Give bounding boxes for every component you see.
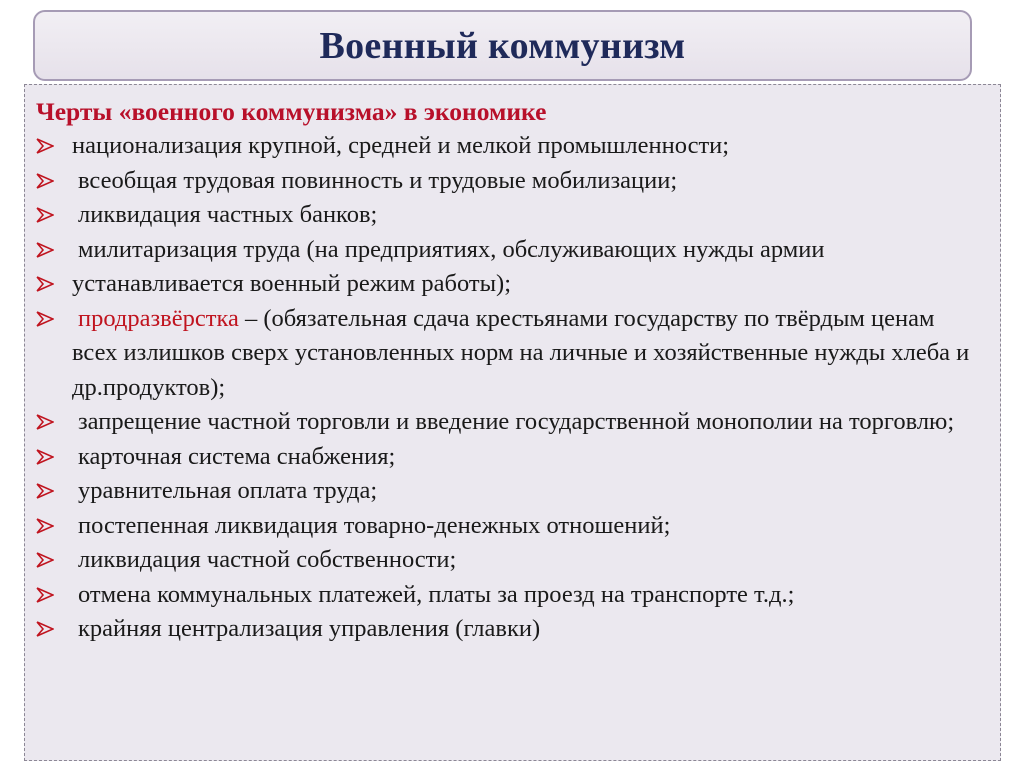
list-item — [36, 578, 980, 613]
list-item-text: запрещение частной торговли и введение государственной монополии на торговлю; — [78, 408, 955, 435]
list-item — [36, 129, 980, 164]
list-item — [36, 233, 980, 268]
arrow-bullet-icon — [36, 242, 54, 258]
list-item — [36, 164, 980, 199]
list-item-text: – (обязательная сдача крестьянами государству по твёрдым ценам всех излишков сверх установленных норм на личные и хозяйственные нужды хлеба и др.продуктов); — [72, 304, 970, 401]
list-item — [36, 405, 980, 440]
list-item-text: ликвидация частной собственности; — [78, 546, 457, 573]
highlighted-term: продразвёрстка — [78, 304, 239, 332]
list-item — [36, 302, 980, 406]
page-title: Военный коммунизм — [319, 24, 686, 67]
arrow-bullet-icon — [36, 518, 54, 534]
list-item-text: устанавливается военный режим работы); — [72, 270, 512, 297]
list-item — [36, 509, 980, 544]
arrow-bullet-icon — [36, 483, 54, 499]
arrow-bullet-icon — [36, 449, 54, 465]
list-item-text: милитаризация труда (на предприятиях, обслуживающих нужды армии — [78, 235, 825, 263]
list-item-text: крайняя централизация управления (главки) — [78, 615, 541, 642]
arrow-bullet-icon — [36, 621, 54, 637]
section-heading: Черты «военного коммунизма» в экономике — [36, 97, 547, 126]
list-item — [36, 474, 980, 509]
arrow-bullet-icon — [36, 311, 54, 327]
list-item — [36, 543, 980, 578]
arrow-bullet-icon — [36, 276, 54, 292]
title-banner — [33, 10, 972, 81]
list-item-text: ликвидация частных банков; — [78, 201, 378, 228]
arrow-bullet-icon — [36, 414, 54, 430]
arrow-bullet-icon — [36, 207, 54, 223]
list-item-text: карточная система снабжения; — [78, 442, 396, 470]
feature-list — [36, 129, 980, 647]
arrow-bullet-icon — [36, 173, 54, 189]
list-item-text: национализация крупной, средней и мелкой промышленности; — [72, 132, 730, 159]
arrow-bullet-icon — [36, 552, 54, 568]
arrow-bullet-icon — [36, 138, 54, 154]
content-panel — [24, 84, 1001, 761]
list-item — [36, 440, 980, 475]
list-item-text: постепенная ликвидация товарно-денежных отношений; — [78, 511, 671, 539]
list-item-text: всеобщая трудовая повинность и трудовые мобилизации; — [78, 166, 678, 194]
list-item-text: отмена коммунальных платежей, платы за проезд на транспорте т.д.; — [78, 580, 795, 608]
list-item-text: уравнительная оплата труда; — [78, 477, 378, 504]
list-item — [36, 612, 980, 647]
list-item — [36, 198, 980, 233]
arrow-bullet-icon — [36, 587, 54, 603]
list-item — [36, 267, 980, 302]
